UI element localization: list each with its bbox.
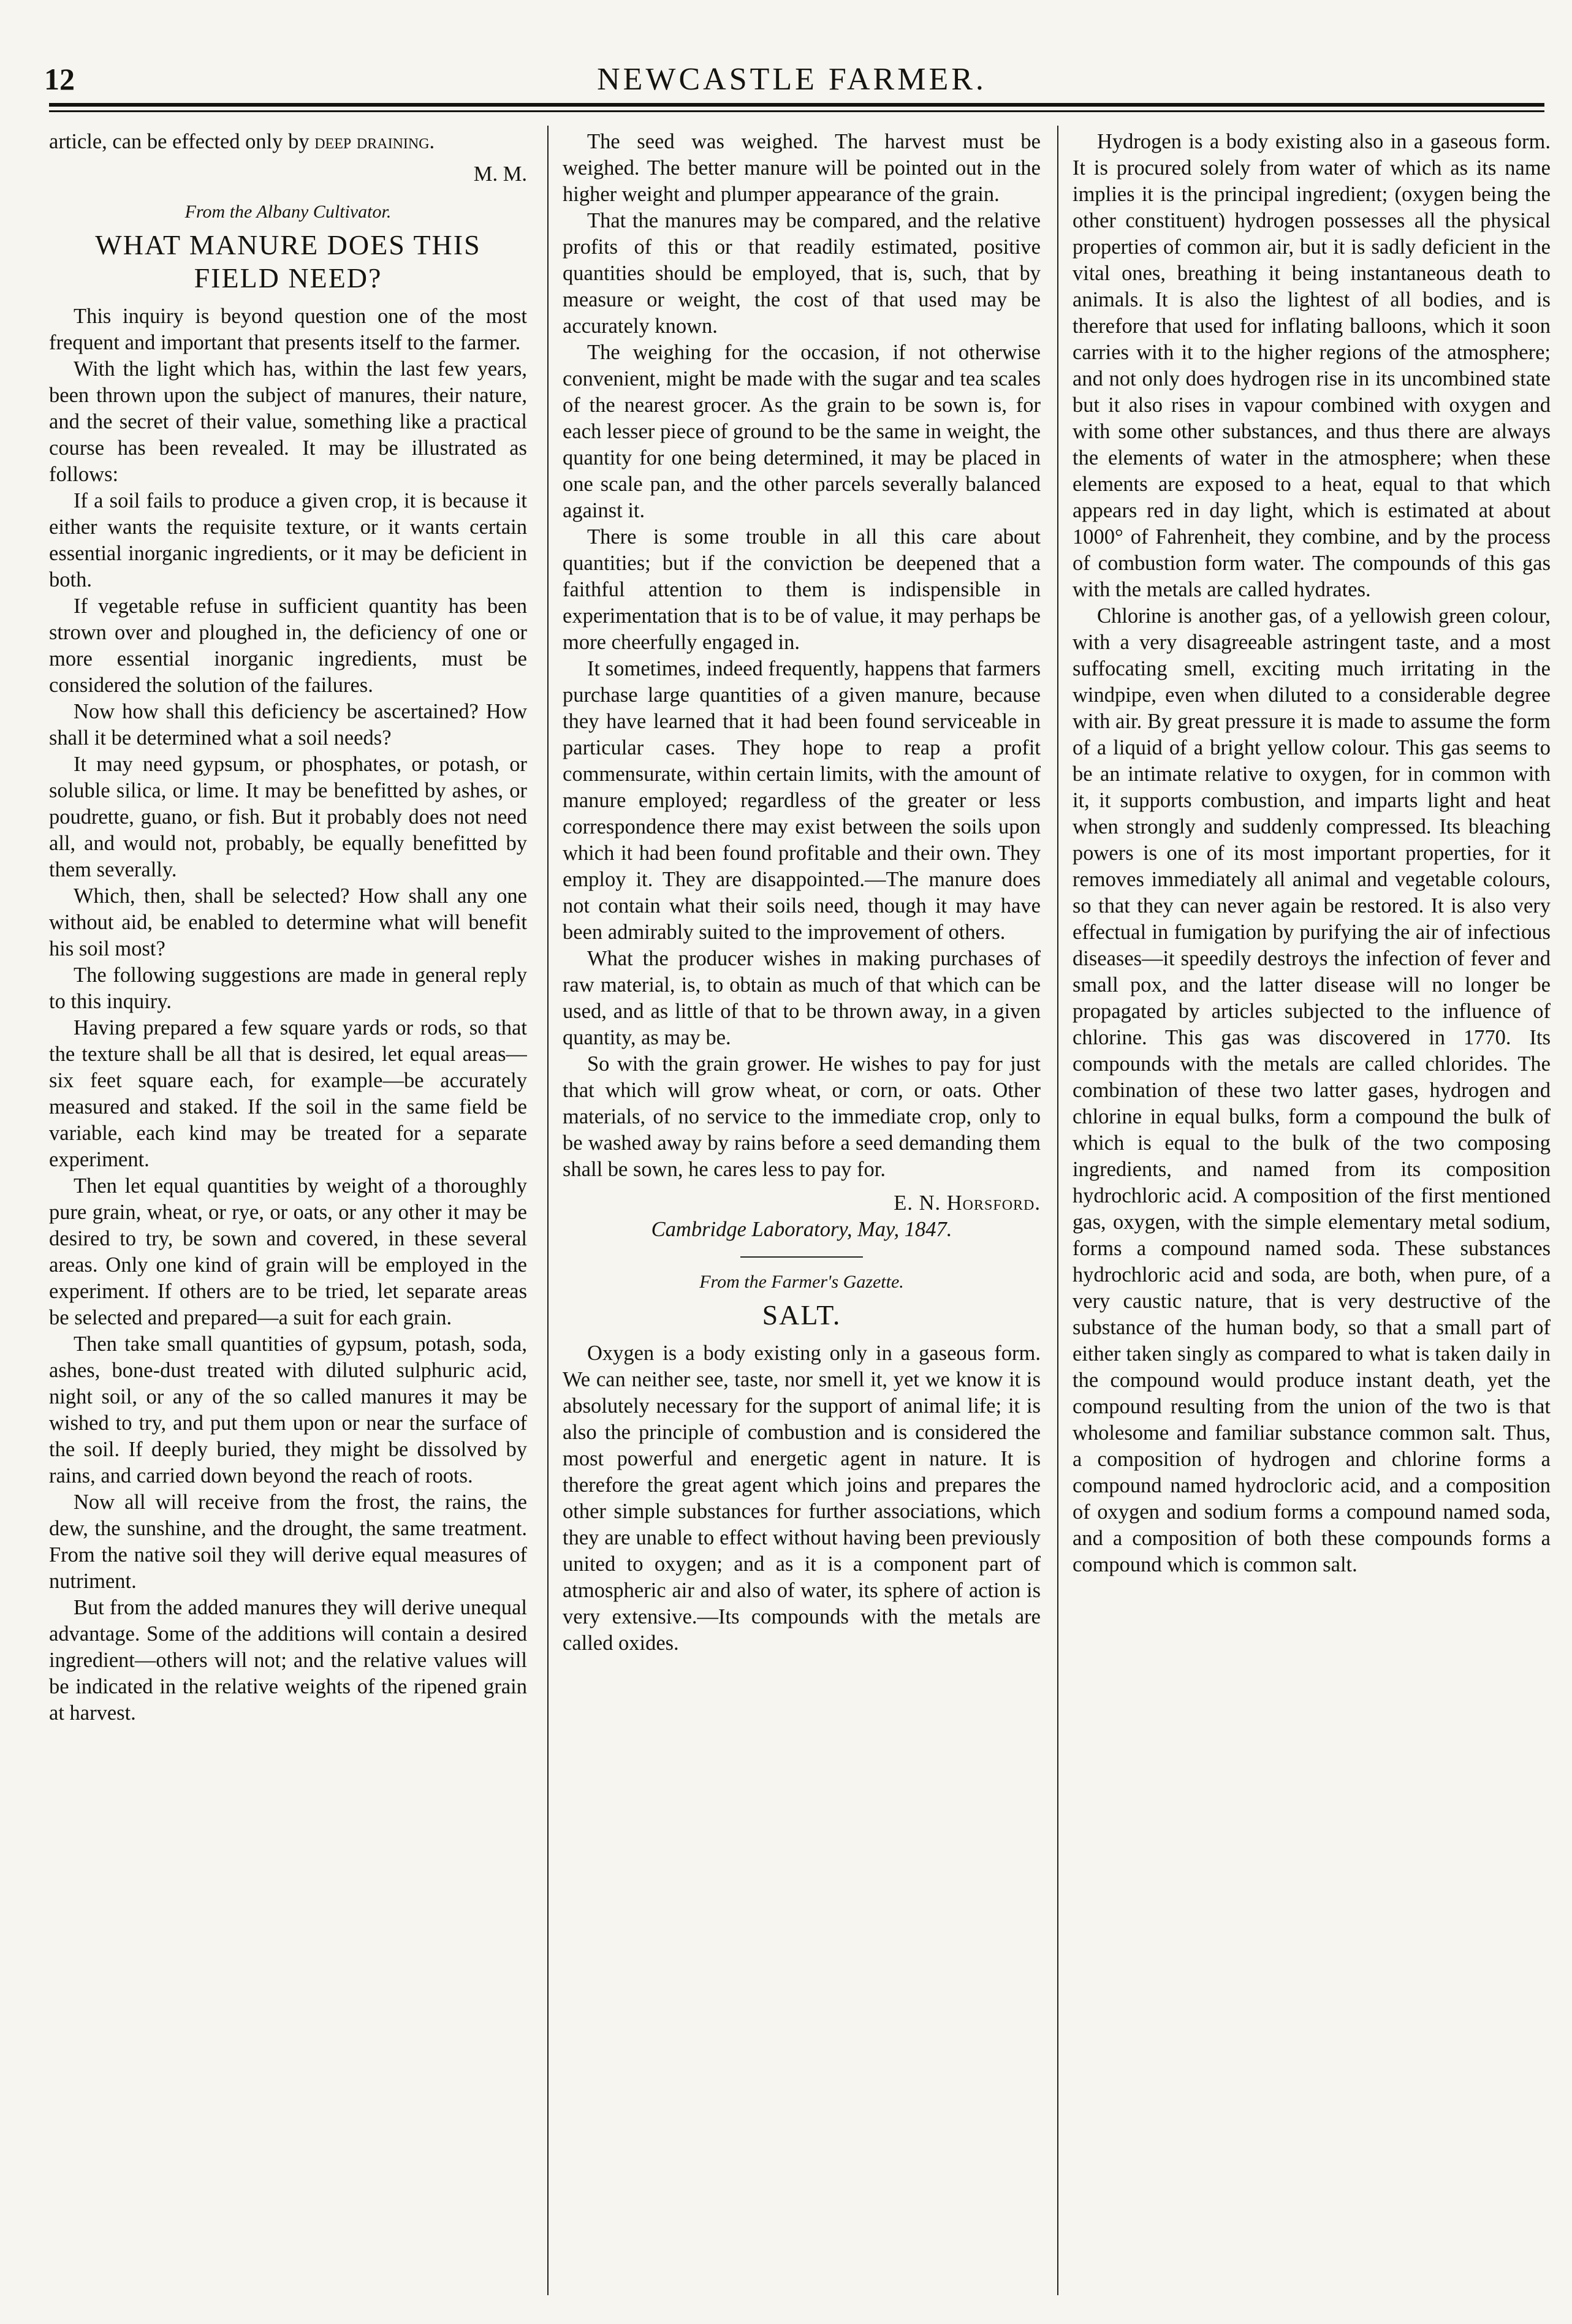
- continued-emphasis: deep draining.: [314, 130, 435, 153]
- column-1: [49, 129, 527, 2298]
- paragraph: If a soil fails to produce a given crop, it is because it either wants the requisite texture, or it wants certain essential inorganic ingredients, or it may be deficient in both.: [49, 489, 527, 591]
- column-2: [563, 129, 1041, 2298]
- section-divider: [740, 1256, 863, 1258]
- paragraph: But from the added manures they will derive unequal advantage. Some of the additions will contain a desired ingredient—others will not; and the relative values will be indicated in the relative weights of the ripened grain at harvest.: [49, 1596, 527, 1725]
- paragraph: Now how shall this deficiency be ascertained? How shall it be determined what a soil needs?: [49, 700, 527, 750]
- author-dateline: Cambridge Laboratory, May, 1847.: [651, 1218, 952, 1241]
- paragraph: The following suggestions are made in general reply to this inquiry.: [49, 963, 527, 1013]
- paragraph: That the manures may be compared, and the relative profits of this or that readily estimated, positive quantities should be employed, that is, such, that by measure or weight, the cost of that used may be accurately known.: [563, 209, 1041, 338]
- paragraph: It sometimes, indeed frequently, happens that farmers purchase large quantities of a given manure, because they have learned that it had been found serviceable in particular cases. They hope to reap a profit commensurate, within certain limits, with the amount of manure employed; regardless of the greater or less correspondence there may exist between the soils upon which it had been found profitable and their own. They employ it. They are disappointed.—The manure does not contain what their soils need, though it may have been admirably suited to the improvement of others.: [563, 657, 1041, 944]
- page-header: [44, 61, 1540, 104]
- paragraph: Then let equal quantities by weight of a thoroughly pure grain, wheat, or rye, or oats, or any other it may be desired to try, be sown and covered, in these several areas. Only one kind of grain will be employed in the experiment. If others are to be tried, let separate areas be selected and prepared—a suit for each grain.: [49, 1174, 527, 1329]
- masthead: NEWCASTLE FARMER.: [597, 62, 987, 97]
- paragraph: There is some trouble in all this care about quantities; but if the conviction be deepened that a faithful attention to them is indispensible in experimentation that is to be of value, it may perhaps be more cheerfully engaged in.: [563, 525, 1041, 654]
- paragraph: Then take small quantities of gypsum, potash, soda, ashes, bone-dust treated with diluted sulphuric acid, night soil, or any of the so called manures it may be wished to try, and put them upon or near the surface of the soil. If deeply buried, they might be dissolved by rains, and carried down beyond the reach of roots.: [49, 1332, 527, 1487]
- continued-text: article, can be effected only by: [49, 130, 315, 153]
- article-source: From the Albany Cultivator.: [184, 202, 392, 222]
- header-rule-thick: [49, 103, 1544, 107]
- paragraph: Now all will receive from the frost, the rains, the dew, the sunshine, and the drought, the same treatment. From the native soil they will derive equal measures of nutriment.: [49, 1490, 527, 1593]
- paragraph: If vegetable refuse in sufficient quantity has been strown over and ploughed in, the deficiency of one or more essential inorganic ingredients, must be considered the solution of the failures.: [49, 594, 527, 697]
- paragraph: What the producer wishes in making purchases of raw material, is, to obtain as much of that which can be used, and as little of that to be thrown away, in a given quantity, as may be.: [563, 947, 1041, 1049]
- continued-paragraph: [49, 129, 527, 155]
- article-title: WHAT MANURE DOES THIS FIELD NEED?: [95, 229, 481, 294]
- signature-mm: M. M.: [473, 162, 527, 186]
- column-divider-1: [547, 126, 549, 2295]
- paragraph: The weighing for the occasion, if not otherwise convenient, might be made with the sugar and tea scales of the nearest grocer. As the grain to be sown is, for each lesser piece of ground to be the same in weight, the quantity for one being determined, it may be placed in one scale pan, and the other parcels severally balanced against it.: [563, 341, 1041, 522]
- article-source: From the Farmer's Gazette.: [699, 1272, 904, 1292]
- paragraph: So with the grain grower. He wishes to pay for just that which will grow wheat, or corn, or oats. Other materials, of no service to the immediate crop, only to be washed away by rains before a seed demanding them shall be sown, he cares less to pay for.: [563, 1052, 1041, 1181]
- paragraph: Having prepared a few square yards or rods, so that the texture shall be all that is desired, let equal areas—six feet square each, for example—be accurately measured and staked. If the soil in the same field be variable, each kind may be treated for a separate experiment.: [49, 1016, 527, 1171]
- paragraph: Hydrogen is a body existing also in a gaseous form. It is procured solely from water of which as its name implies it is the principal ingredient; (oxygen being the other constituent) hydrogen possesses all the physical properties of common air, but it is sadly deficient in the vital ones, breathing it being instantaneous death to animals. It is also the lightest of all bodies, and is therefore that used for inflating balloons, which it soon carries with it to the higher regions of the atmosphere; and not only does hydrogen rise in its uncombined state but it also rises in vapour combined with oxygen and with some other substances, and thus there are always the elements of water in the atmosphere; when these elements are exposed to a heat, equal to that which appears red in day light, which is estimated at about 1000° of Fahrenheit, they combine, and by the process of combustion form water. The compounds of this gas with the metals are called hydrates.: [1073, 130, 1551, 601]
- author-byline: E. N. Horsford.: [894, 1191, 1041, 1215]
- header-rule-thin: [49, 110, 1544, 112]
- page-number: 12: [44, 62, 75, 96]
- paragraph: Oxygen is a body existing only in a gaseous form. We can neither see, taste, nor smell it, yet we know it is absolutely necessary for the support of animal life; it is also the principle of combustion and is considered the most powerful and energetic agent in nature. It is therefore the great agent which joins and prepares the other simple substances for further associations, which they are unable to effect without having been previously united to oxygen; and as it is a component part of atmospheric air and also of water, its sphere of action is very extensive.—Its compounds with the metals are called oxides.: [563, 1342, 1041, 1655]
- paragraph: The seed was weighed. The harvest must be weighed. The better manure will be pointed out in the higher weight and plumper appearance of the grain.: [563, 130, 1041, 206]
- column-divider-2: [1057, 126, 1058, 2295]
- paragraph: It may need gypsum, or phosphates, or potash, or soluble silica, or lime. It may be benefitted by ashes, or poudrette, guano, or fish. But it probably does not need all, and would not, probably, be equally benefitted by them severally.: [49, 753, 527, 881]
- paragraph: This inquiry is beyond question one of the most frequent and important that presents itself to the farmer.: [49, 305, 527, 354]
- paragraph: Chlorine is another gas, of a yellowish green colour, with a very disagreeable astringent taste, and a most suffocating smell, exciting much irritating in the windpipe, even when diluted to a considerable degree with air. By great pressure it is made to assume the form of a liquid of a bright yellow colour. This gas seems to be an intimate relative to oxygen, for in common with it, it supports combustion, and imparts light and heat when strongly and suddenly compressed. Its bleaching powers is one of its most important properties, for it removes immediately all animal and vegetable colours, so that they can never again be restored. It is also very effectual in fumigation by purifying the air of infectious diseases—it speedily destroys the infection of fever and small pox, and the latter disease will no longer be propagated by articles subjected to the influence of chlorine. This gas was discovered in 1770. Its compounds with the metals are called chlorides. The combination of these two latter gases, hydrogen and chlorine in equal bulks, form a compound the bulk of which is equal to the bulk of the two composing ingredients, and named from its composition hydrochloric acid. A composition of the first mentioned gas, oxygen, with the simple elementary metal sodium, forms a compound named soda. These substances hydrochloric acid and soda, are both, when pure, of a very caustic nature, that is very destructive of the substance of the human body, so that a small part of either taken singly as compared to what is taken daily in the compound would produce instant death, yet the compound resulting from the union of the two is that wholesome and familiar substance common salt. Thus, a composition of hydrogen and chlorine forms a compound named hydrocloric acid, and a composition of oxygen and sodium forms a compound named soda, and a composition of both these compounds forms a compound which is common salt.: [1073, 604, 1551, 1576]
- paragraph: Which, then, shall be selected? How shall any one without aid, be enabled to determine what will benefit his soil most?: [49, 884, 527, 960]
- article-title: SALT.: [762, 1299, 841, 1331]
- paragraph: With the light which has, within the last few years, been thrown upon the subject of manures, their nature, and the secret of their value, something like a practical course has been revealed. It may be illustrated as follows:: [49, 357, 527, 486]
- column-3: [1073, 129, 1551, 2298]
